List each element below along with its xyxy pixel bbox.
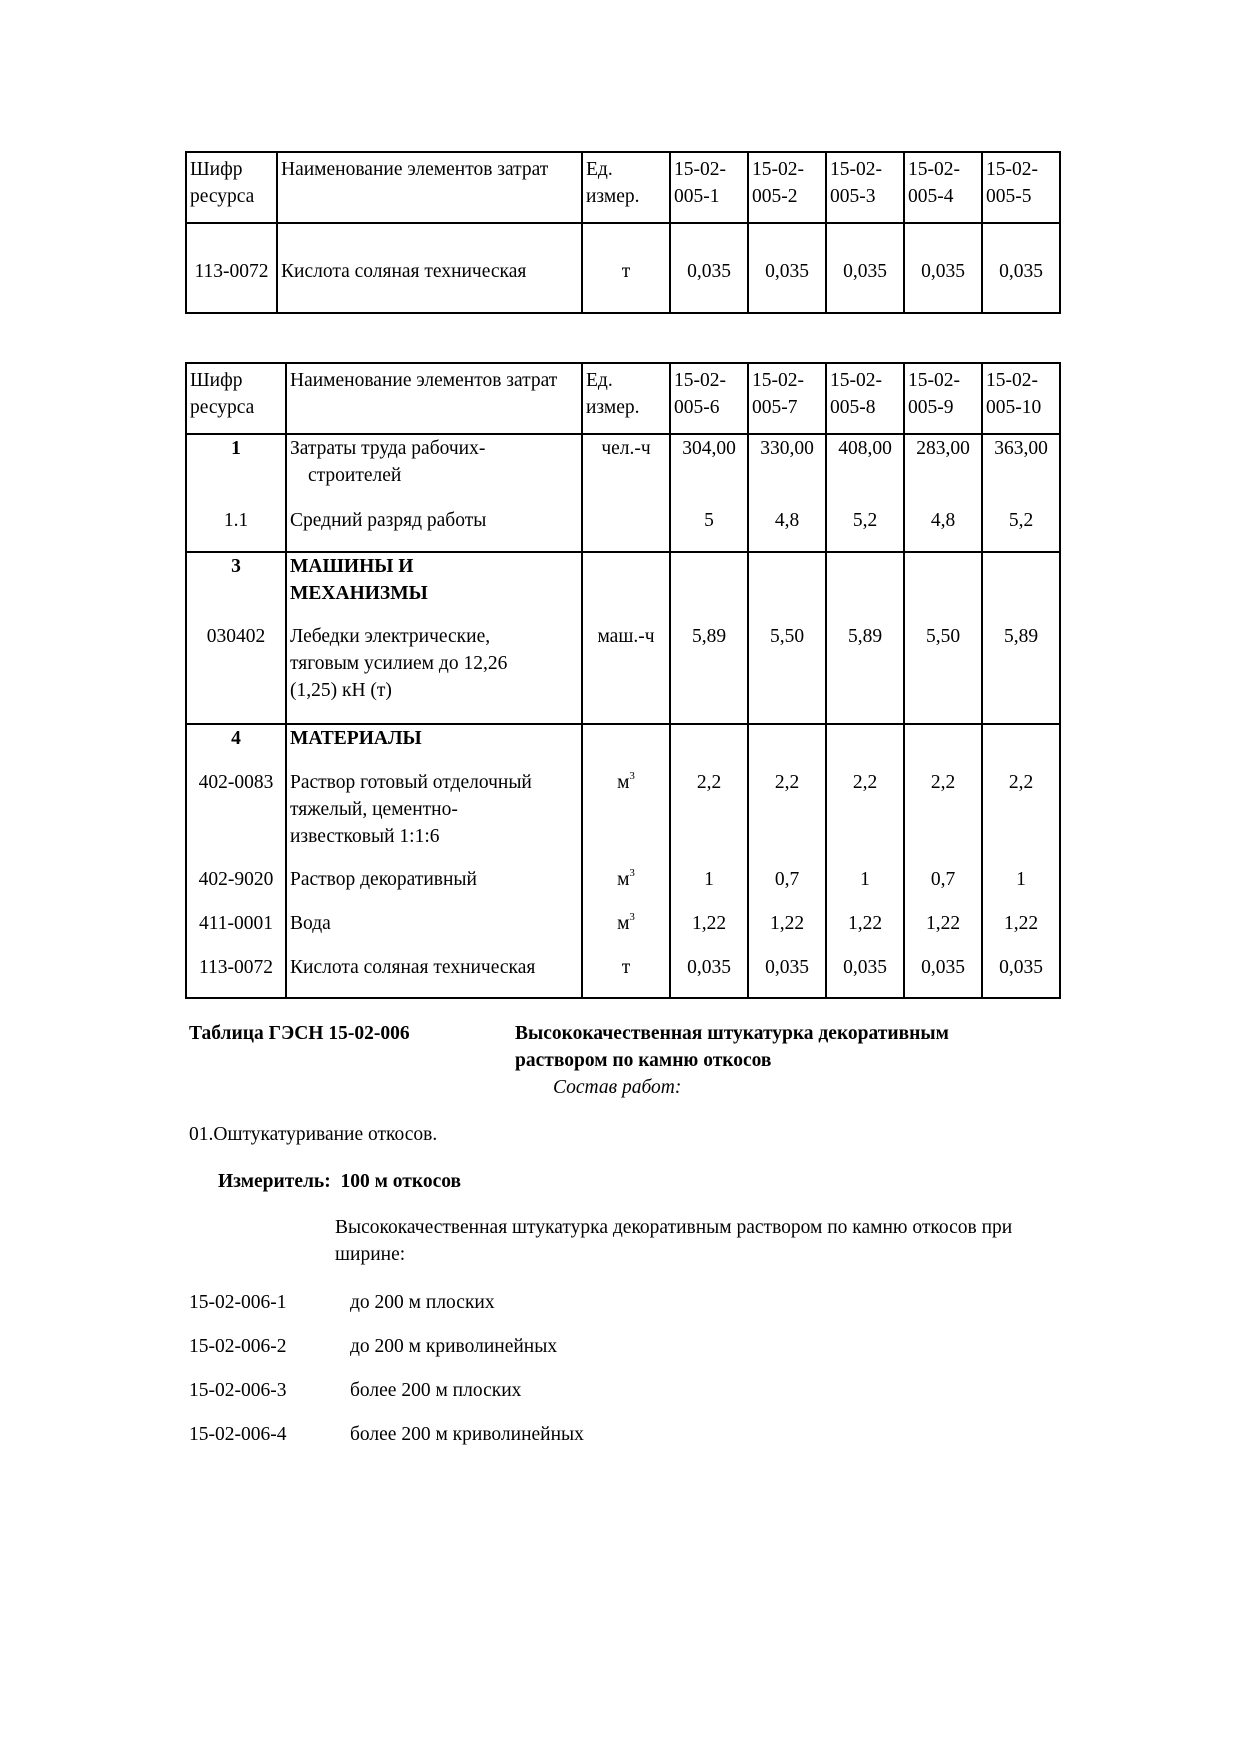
row-value: 5,89 [670, 552, 748, 724]
list-item-text: более 200 м плоских [350, 1380, 522, 1401]
resource-table-2 [185, 362, 1061, 999]
list-item-code: 15-02-006-4 [189, 1424, 287, 1445]
row-value: 5,50 [904, 552, 982, 724]
table-header-row [186, 363, 1060, 434]
row-name: МАТЕРИАЛЫ Раствор готовый отделочный тяжелый, цементно- известковый 1:1:6 Раствор декоративный Вода Кислота соляная техническая [286, 724, 582, 998]
group-labor [186, 434, 1060, 552]
header-col-7: 15-02- 005-7 [748, 363, 826, 434]
row-value: 304,00 5 [670, 434, 748, 552]
header-col-1: 15-02- 005-1 [670, 152, 748, 223]
row-value: 363,00 5,2 [982, 434, 1060, 552]
row-value: 0,035 [982, 223, 1060, 313]
row-value: 408,00 5,2 [826, 434, 904, 552]
row-value: 5,50 [748, 552, 826, 724]
table-label: Таблица ГЭСН 15-02-006 [189, 1023, 410, 1044]
row-value: 2,2 0,7 1,22 0,035 [904, 724, 982, 998]
header-col-4: 15-02- 005-4 [904, 152, 982, 223]
row-unit: маш.-ч [582, 552, 670, 724]
header-col-9: 15-02- 005-9 [904, 363, 982, 434]
row-code: 4 402-0083 402-9020 411-0001 113-0072 [186, 724, 286, 998]
row-value: 283,00 4,8 [904, 434, 982, 552]
row-value: 2,2 1 1,22 0,035 [826, 724, 904, 998]
group-machines [186, 552, 1060, 724]
row-name: МАШИНЫ И МЕХАНИЗМЫ Лебедки электрические, тяговым усилием до 12,26 (1,25) кН (т) [286, 552, 582, 724]
row-unit: $м^3$ $м^3$ $м^3$ т [582, 724, 670, 998]
row-value: 0,035 [748, 223, 826, 313]
row-unit: т [582, 223, 670, 313]
header-name: Наименование элементов затрат [286, 363, 582, 434]
row-value: 0,035 [826, 223, 904, 313]
list-item-code: 15-02-006-3 [189, 1380, 287, 1401]
row-code: 1 1.1 [186, 434, 286, 552]
row-value: 0,035 [904, 223, 982, 313]
row-value: 2,2 0,7 1,22 0,035 [748, 724, 826, 998]
section-title: Высококачественная штукатурка декоративным раствором по камню откосов [515, 1023, 949, 1071]
header-col-8: 15-02- 005-8 [826, 363, 904, 434]
list-item-text: более 200 м криволинейных [350, 1424, 584, 1445]
list-item-code: 15-02-006-2 [189, 1336, 287, 1357]
row-unit: чел.-ч [582, 434, 670, 552]
header-col-10: 15-02- 005-10 [982, 363, 1060, 434]
row-name: Кислота соляная техническая [277, 223, 582, 313]
measure: Измеритель: 100 м откосов [218, 1171, 462, 1192]
header-col-5: 15-02- 005-5 [982, 152, 1060, 223]
header-code: Шифр ресурса [186, 363, 286, 434]
row-value: 5,89 [982, 552, 1060, 724]
group-materials [186, 724, 1060, 998]
table-row [186, 223, 1060, 313]
row-value: 2,2 1 1,22 0,035 [670, 724, 748, 998]
header-col-3: 15-02- 005-3 [826, 152, 904, 223]
list-item-code: 15-02-006-1 [189, 1292, 287, 1313]
header-unit: Ед. измер. [582, 363, 670, 434]
row-code: 113-0072 [186, 223, 277, 313]
row-value: 330,00 4,8 [748, 434, 826, 552]
row-value: 2,2 1 1,22 0,035 [982, 724, 1060, 998]
list-item-text: до 200 м криволинейных [350, 1336, 558, 1357]
row-value: 5,89 [826, 552, 904, 724]
row-code: 3 030402 [186, 552, 286, 724]
header-code: Шифр ресурса [186, 152, 277, 223]
header-col-2: 15-02- 005-2 [748, 152, 826, 223]
row-value: 0,035 [670, 223, 748, 313]
work-item: 01.Оштукатуривание откосов. [189, 1124, 438, 1145]
composition-label: Состав работ: [553, 1077, 682, 1098]
resource-table-1 [185, 151, 1061, 314]
table-header-row [186, 152, 1060, 223]
header-name: Наименование элементов затрат [277, 152, 582, 223]
header-col-6: 15-02- 005-6 [670, 363, 748, 434]
row-name: Затраты труда рабочих- строителей Средний разряд работы [286, 434, 582, 552]
list-item-text: до 200 м плоских [350, 1292, 495, 1313]
intro-text: Высококачественная штукатурка декоративным раствором по камню откосов при ширине: [335, 1217, 1013, 1265]
header-unit: Ед. измер. [582, 152, 670, 223]
